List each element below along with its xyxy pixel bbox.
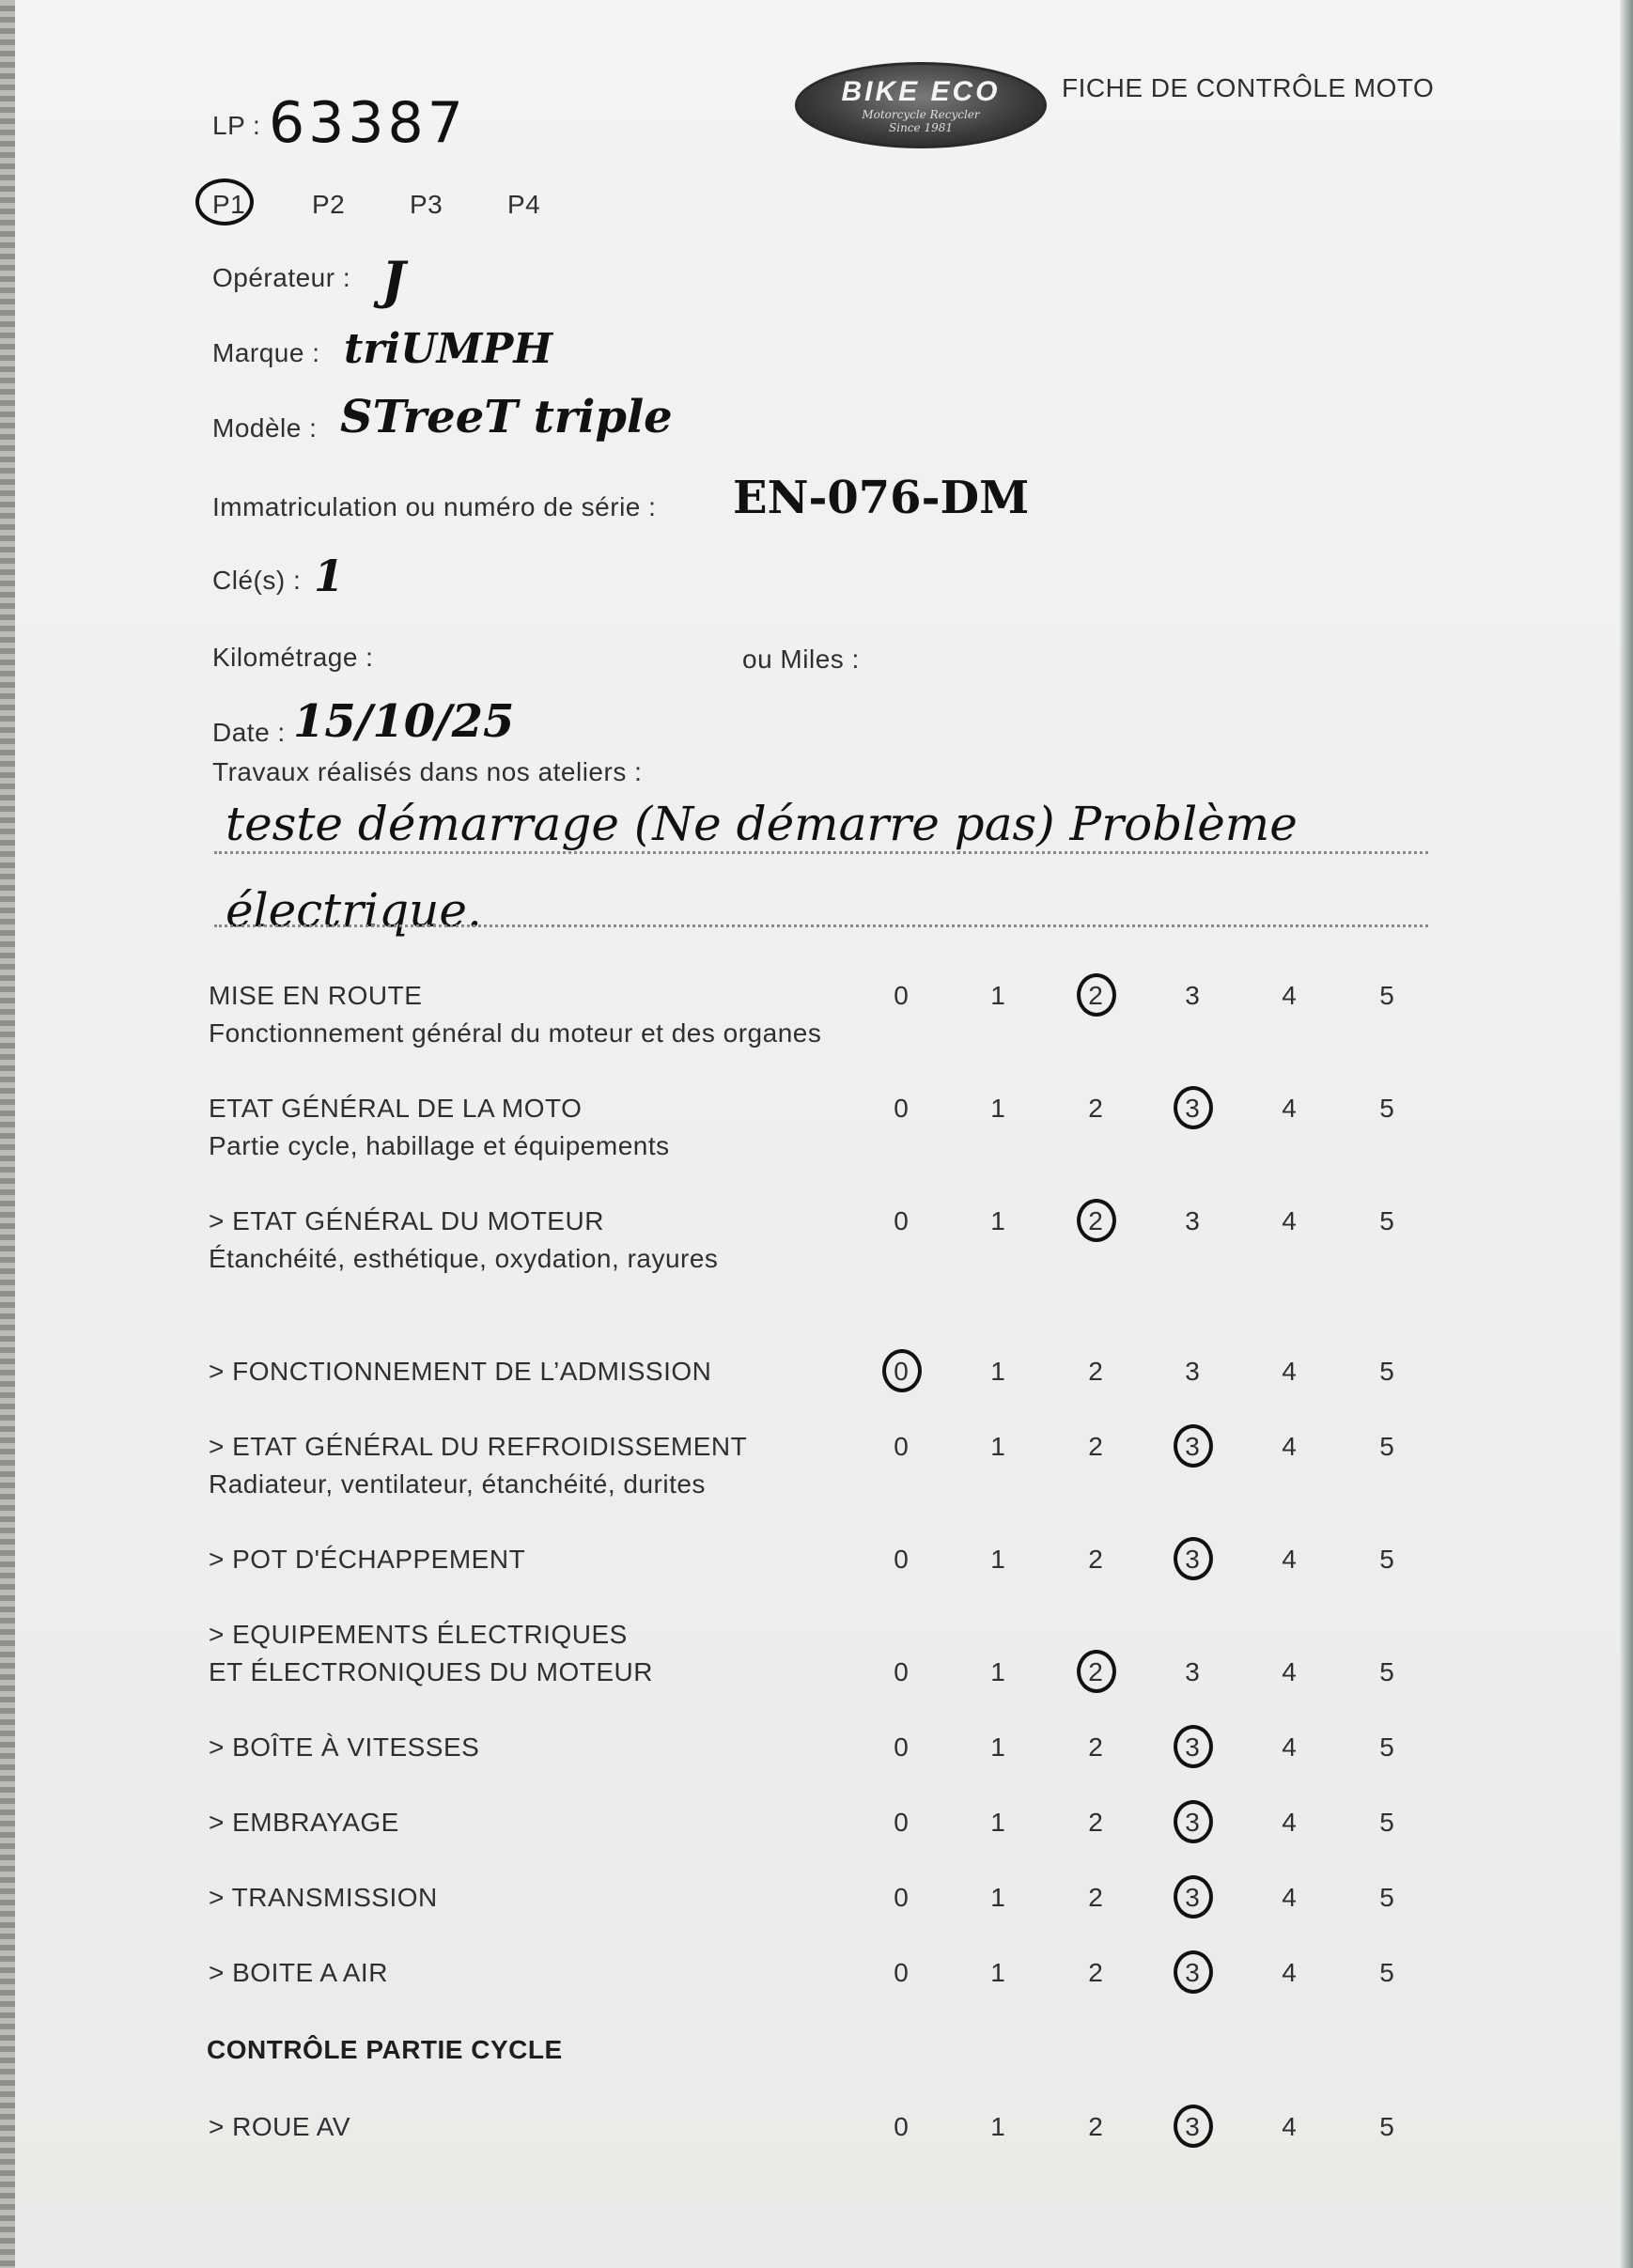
row-score-7-4[interactable]: 4	[1282, 1732, 1297, 1762]
row-score-3-5[interactable]: 5	[1379, 1357, 1394, 1386]
row-score-10-5[interactable]: 5	[1379, 1958, 1394, 1987]
row-score-9-5[interactable]: 5	[1379, 1883, 1394, 1912]
row-selected-circle-8	[1174, 1800, 1213, 1843]
row-score-2-3[interactable]: 3	[1185, 1206, 1200, 1235]
row-title-4: > ETAT GÉNÉRAL DU REFROIDISSEMENT	[209, 1432, 748, 1461]
immat-value: EN-076-DM	[733, 472, 1030, 524]
travaux-dotted-line-1	[214, 851, 1428, 854]
row-score-2-2[interactable]: 2	[1088, 1206, 1103, 1235]
priority-selected-circle	[195, 179, 254, 225]
row-score-7-5[interactable]: 5	[1379, 1732, 1394, 1762]
cycle-row-selected-circle-0	[1174, 2105, 1213, 2148]
immat-label: Immatriculation ou numéro de série :	[212, 492, 657, 521]
row-score-5-3[interactable]: 3	[1185, 1545, 1200, 1574]
cycle-row-score-0-4[interactable]: 4	[1282, 2112, 1297, 2141]
row-score-5-1[interactable]: 1	[990, 1545, 1005, 1574]
cles-value: 1	[314, 551, 345, 601]
row-score-8-1[interactable]: 1	[990, 1808, 1005, 1837]
lp-label: LP :	[212, 111, 261, 140]
row-selected-circle-2	[1077, 1199, 1116, 1242]
row-title-0: MISE EN ROUTE	[209, 981, 423, 1010]
row-title-1: ETAT GÉNÉRAL DE LA MOTO	[209, 1094, 583, 1123]
row-selected-circle-4	[1174, 1424, 1213, 1468]
row-score-3-1[interactable]: 1	[990, 1357, 1005, 1386]
row-selected-circle-5	[1174, 1537, 1213, 1580]
row-score-0-2[interactable]: 2	[1088, 981, 1103, 1010]
row-score-2-4[interactable]: 4	[1282, 1206, 1297, 1235]
cycle-row-score-0-2[interactable]: 2	[1088, 2112, 1103, 2141]
lp-value: 63387	[269, 90, 467, 156]
row-score-7-2[interactable]: 2	[1088, 1732, 1103, 1762]
row-score-6-0[interactable]: 0	[894, 1657, 909, 1686]
row-score-6-4[interactable]: 4	[1282, 1657, 1297, 1686]
row-score-1-4[interactable]: 4	[1282, 1094, 1297, 1123]
row-score-9-0[interactable]: 0	[894, 1883, 909, 1912]
row-score-0-5[interactable]: 5	[1379, 981, 1394, 1010]
row-selected-circle-0	[1077, 973, 1116, 1017]
logo-sub-text-1: Motorcycle Recycler	[862, 108, 980, 121]
row-subtitle-4: Radiateur, ventilateur, étanchéité, durites	[209, 1469, 706, 1499]
miles-label: ou Miles :	[742, 645, 860, 674]
priority-option-p1: P1	[212, 190, 246, 219]
row-score-2-0[interactable]: 0	[894, 1206, 909, 1235]
cycle-row-score-0-5[interactable]: 5	[1379, 2112, 1394, 2141]
row-score-7-3[interactable]: 3	[1185, 1732, 1200, 1762]
row-score-4-5[interactable]: 5	[1379, 1432, 1394, 1461]
row-score-10-0[interactable]: 0	[894, 1958, 909, 1987]
cycle-row-title-0: > ROUE AV	[209, 2112, 351, 2141]
row-score-9-1[interactable]: 1	[990, 1883, 1005, 1912]
row-selected-circle-9	[1174, 1875, 1213, 1918]
row-subtitle-0: Fonctionnement général du moteur et des organes	[209, 1018, 822, 1048]
row-score-9-4[interactable]: 4	[1282, 1883, 1297, 1912]
row-title-2: > ETAT GÉNÉRAL DU MOTEUR	[209, 1206, 604, 1235]
priority-option-p4: P4	[507, 190, 541, 219]
row-score-3-3[interactable]: 3	[1185, 1357, 1200, 1386]
logo-brand-text: BIKE ECO	[841, 76, 1001, 107]
row-score-1-0[interactable]: 0	[894, 1094, 909, 1123]
row-score-10-3[interactable]: 3	[1185, 1958, 1200, 1987]
cycle-row-score-0-1[interactable]: 1	[990, 2112, 1005, 2141]
row-score-10-4[interactable]: 4	[1282, 1958, 1297, 1987]
travaux-dotted-line-2	[214, 924, 1428, 927]
cycle-row-score-0-3[interactable]: 3	[1185, 2112, 1200, 2141]
row-score-3-4[interactable]: 4	[1282, 1357, 1297, 1386]
priority-option-p2: P2	[312, 190, 346, 219]
row-score-0-3[interactable]: 3	[1185, 981, 1200, 1010]
row-score-1-5[interactable]: 5	[1379, 1094, 1394, 1123]
row-title-5: > POT D'ÉCHAPPEMENT	[209, 1545, 526, 1574]
row-score-6-3[interactable]: 3	[1185, 1657, 1200, 1686]
row-selected-circle-6	[1077, 1650, 1116, 1693]
row-score-3-0[interactable]: 0	[894, 1357, 909, 1386]
binder-edge	[0, 0, 15, 2268]
date-value: 15/10/25	[293, 695, 515, 748]
operateur-value: J	[381, 250, 406, 310]
form-title: FICHE DE CONTRÔLE MOTO	[1062, 73, 1435, 102]
row-selected-circle-10	[1174, 1950, 1213, 1994]
row-subtitle-1: Partie cycle, habillage et équipements	[209, 1131, 670, 1160]
travaux-line-1: teste démarrage (Ne démarre pas) Problème	[226, 797, 1298, 851]
row-score-0-4[interactable]: 4	[1282, 981, 1297, 1010]
travaux-label: Travaux réalisés dans nos ateliers :	[212, 757, 643, 786]
row-score-8-2[interactable]: 2	[1088, 1808, 1103, 1837]
row-score-4-4[interactable]: 4	[1282, 1432, 1297, 1461]
row-score-5-0[interactable]: 0	[894, 1545, 909, 1574]
row-title-7: > BOÎTE À VITESSES	[209, 1732, 480, 1762]
row-score-5-2[interactable]: 2	[1088, 1545, 1103, 1574]
row-selected-circle-7	[1174, 1725, 1213, 1768]
modele-value: STreeT triple	[340, 391, 673, 443]
row-selected-circle-1	[1174, 1086, 1213, 1129]
row-score-7-0[interactable]: 0	[894, 1732, 909, 1762]
row-title-3: > FONCTIONNEMENT DE L’ADMISSION	[209, 1357, 712, 1386]
row-score-9-2[interactable]: 2	[1088, 1883, 1103, 1912]
row-score-6-2[interactable]: 2	[1088, 1657, 1103, 1686]
row-score-4-3[interactable]: 3	[1185, 1432, 1200, 1461]
row-score-4-0[interactable]: 0	[894, 1432, 909, 1461]
logo-sub-text-2: Since 1981	[889, 121, 953, 134]
row-score-4-2[interactable]: 2	[1088, 1432, 1103, 1461]
row-score-5-5[interactable]: 5	[1379, 1545, 1394, 1574]
row-title-6: > EQUIPEMENTS ÉLECTRIQUES	[209, 1620, 628, 1649]
row-score-8-0[interactable]: 0	[894, 1808, 909, 1837]
row-score-9-3[interactable]: 3	[1185, 1883, 1200, 1912]
sheet-right-edge	[1620, 0, 1633, 2268]
row-score-8-4[interactable]: 4	[1282, 1808, 1297, 1837]
cycle-row-score-0-0[interactable]: 0	[894, 2112, 909, 2141]
bike-eco-logo	[795, 62, 1047, 148]
row-subtitle-6: ET ÉLECTRONIQUES DU MOTEUR	[209, 1657, 653, 1686]
modele-label: Modèle :	[212, 413, 318, 443]
row-score-1-2[interactable]: 2	[1088, 1094, 1103, 1123]
cles-label: Clé(s) :	[212, 566, 302, 595]
row-selected-circle-3	[882, 1349, 922, 1392]
row-score-6-1[interactable]: 1	[990, 1657, 1005, 1686]
row-score-3-2[interactable]: 2	[1088, 1357, 1103, 1386]
row-title-8: > EMBRAYAGE	[209, 1808, 399, 1837]
row-score-0-1[interactable]: 1	[990, 981, 1005, 1010]
row-title-10: > BOITE A AIR	[209, 1958, 388, 1987]
section2-heading: CONTRÔLE PARTIE CYCLE	[207, 2035, 563, 2064]
marque-label: Marque :	[212, 338, 320, 367]
operateur-label: Opérateur :	[212, 263, 351, 292]
kilometrage-label: Kilométrage :	[212, 643, 374, 672]
row-score-1-1[interactable]: 1	[990, 1094, 1005, 1123]
row-title-9: > TRANSMISSION	[209, 1883, 438, 1912]
row-score-1-3[interactable]: 3	[1185, 1094, 1200, 1123]
row-subtitle-2: Étanchéité, esthétique, oxydation, rayures	[209, 1244, 719, 1273]
row-score-8-3[interactable]: 3	[1185, 1808, 1200, 1837]
row-score-0-0[interactable]: 0	[894, 981, 909, 1010]
marque-value: triUMPH	[344, 325, 552, 373]
travaux-line-2: électrique.	[226, 883, 482, 938]
row-score-7-1[interactable]: 1	[990, 1732, 1005, 1762]
date-label: Date :	[212, 718, 286, 747]
row-score-10-1[interactable]: 1	[990, 1958, 1005, 1987]
row-score-2-1[interactable]: 1	[990, 1206, 1005, 1235]
row-score-2-5[interactable]: 5	[1379, 1206, 1394, 1235]
priority-option-p3: P3	[410, 190, 443, 219]
row-score-8-5[interactable]: 5	[1379, 1808, 1394, 1837]
row-score-10-2[interactable]: 2	[1088, 1958, 1103, 1987]
row-score-5-4[interactable]: 4	[1282, 1545, 1297, 1574]
row-score-6-5[interactable]: 5	[1379, 1657, 1394, 1686]
row-score-4-1[interactable]: 1	[990, 1432, 1005, 1461]
